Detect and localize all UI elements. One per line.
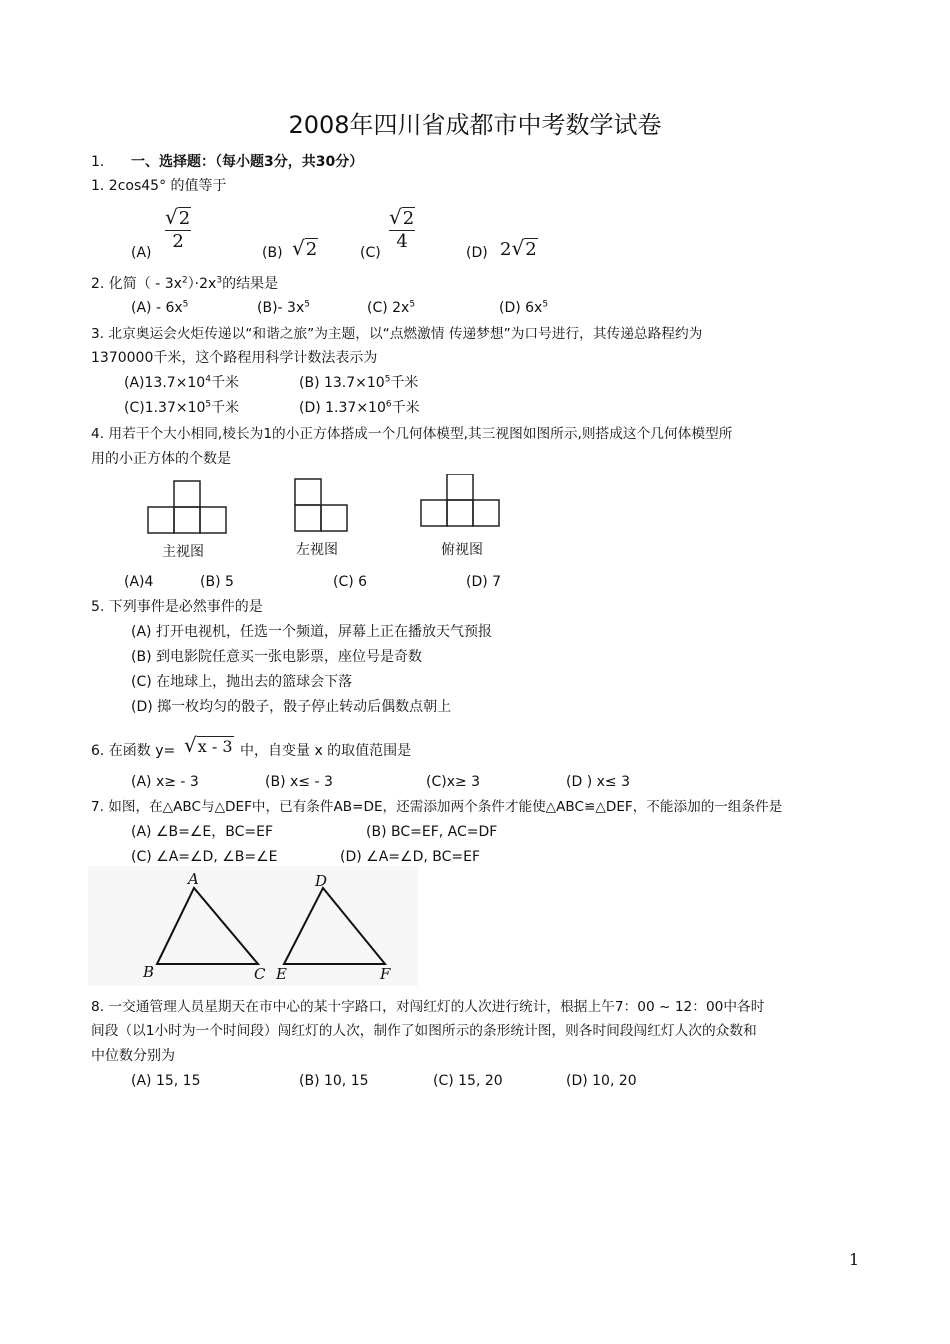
q3-option-c: $(C)1.37\times 10^5$千米 [124,399,240,416]
q1-option-a-fraction: √2 2 [165,205,191,252]
q2-option-a: $(A) - 6x^5$ [131,299,189,316]
q8-option-d: (D) 10, 20 [566,1073,637,1089]
triangles-figure [88,866,418,986]
q3-line2: 1370000千米，这个路程用科学计数法表示为 [91,350,378,366]
q4-option-a: (A)4 [124,574,154,590]
q3-option-b: (B) $13.7\times 10^5$千米 [299,374,419,391]
caption-front-view: 主视图 [162,544,204,560]
q2-option-c: (C) $2x^5$ [367,299,416,316]
q6-stem-prefix: 6. 在函数 y= [91,743,176,759]
q7-stem: 7. 如图，在△ABC与△DEF中，已有条件AB=DE，还需添加两个条件才能使△ABC≌△DEF，不能添加的一组条件是 [91,799,783,815]
vertex-label-e: E [276,965,287,983]
q8-line3: 中位数分别为 [91,1048,175,1064]
section-number: 1. [91,154,105,170]
q4-line2: 用的小正方体的个数是 [91,451,231,467]
q4-option-d: (D) 7 [466,574,502,590]
q5-option-a: (A) 打开电视机，任选一个频道，屏幕上正在播放天气预报 [131,624,492,640]
q5-option-c: (C) 在地球上，抛出去的篮球会下落 [131,674,353,690]
q7-option-b: (B) BC=EF, AC=DF [366,824,498,840]
q1-option-d-label: (D) [466,245,488,261]
q2-option-d: (D) $6x^5$ [499,299,549,316]
q1-option-a-label: (A) [131,245,152,261]
three-view-figure [140,474,520,536]
figure-background [88,866,418,986]
q1-option-d-expr: 2√2 [500,236,537,260]
q1-option-b-sqrt: √2 [292,236,318,260]
q8-option-a: (A) 15, 15 [131,1073,201,1089]
q5-option-b: (B) 到电影院任意买一张电影票，座位号是奇数 [131,649,422,665]
section-heading: 一、选择题：（每小题3分，共30分） [131,154,364,170]
top-view-drawing [421,474,499,526]
vertex-label-c: C [254,965,266,983]
vertex-label-f: F [380,965,391,983]
q4-option-b: (B) 5 [200,574,234,590]
q6-stem-suffix: 中，自变量 x 的取值范围是 [240,743,412,759]
caption-top-view: 俯视图 [441,542,483,558]
q7-option-d: (D) ∠A=∠D, BC=EF [340,849,481,865]
q6-option-b: (B) x≤ - 3 [265,774,333,790]
q1-option-c-label: (C) [360,245,381,261]
vertex-label-d: D [315,872,328,890]
q8-option-b: (B) 10, 15 [299,1073,369,1089]
vertex-label-a: A [188,870,199,888]
caption-left-view: 左视图 [296,542,338,558]
q6-option-d: (D ) x≤ 3 [566,774,630,790]
vertex-label-b: B [143,963,155,981]
q3-option-a: $(A)13.7\times 10^4$千米 [124,374,239,391]
q8-line2: 间段（以1小时为一个时间段）闯红灯的人次，制作了如图所示的条形统计图，则各时间段闯红灯人次的众数和 [91,1023,757,1039]
q8-option-c: (C) 15, 20 [433,1073,503,1089]
q4-option-c: (C) 6 [333,574,368,590]
q7-option-a: (A) ∠B=∠E，BC=EF [131,824,273,840]
q3-line1: 3. 北京奥运会火炬传递以“和谐之旅”为主题，以“点燃激情 传递梦想”为口号进行，其传递总路程约为 [91,326,703,342]
left-view-drawing [295,479,347,531]
page-number: 1 [849,1250,860,1269]
q7-option-c: (C) ∠A=∠D, ∠B=∠E [131,849,278,865]
q1-stem: 1. 2cos45° 的值等于 [91,178,227,194]
q2-option-b: (B)- $3x^5$ [257,299,310,316]
q8-line1: 8. 一交通管理人员星期天在市中心的某十字路口，对闯红灯的人次进行统计，根据上午7：00 ~ 12：00中各时 [91,999,765,1015]
q5-stem: 5. 下列事件是必然事件的是 [91,599,263,615]
q3-option-d: (D) $1.37\times 10^6$千米 [299,399,420,416]
q1-option-b-label: (B) [262,245,283,261]
page-title: 2008年四川省成都市中考数学试卷 [288,111,662,139]
front-view-drawing [148,481,226,533]
q6-sqrt-expression: √x - 3 [184,733,233,757]
q6-option-a: (A) x≥ - 3 [131,774,199,790]
q4-line1: 4. 用若干个大小相同,棱长为1的小正方体搭成一个几何体模型,其三视图如图所示,则搭成这个几何体模型所 [91,426,733,442]
q6-option-c: (C)x≥ 3 [426,774,481,790]
q1-option-c-fraction: √2 4 [389,205,415,252]
q5-option-d: (D) 掷一枚均匀的骰子，骰子停止转动后偶数点朝上 [131,699,452,715]
q2-stem: 2. 化简（ - $3x^2)\cdot 2x^3$的结果是 [91,275,279,292]
